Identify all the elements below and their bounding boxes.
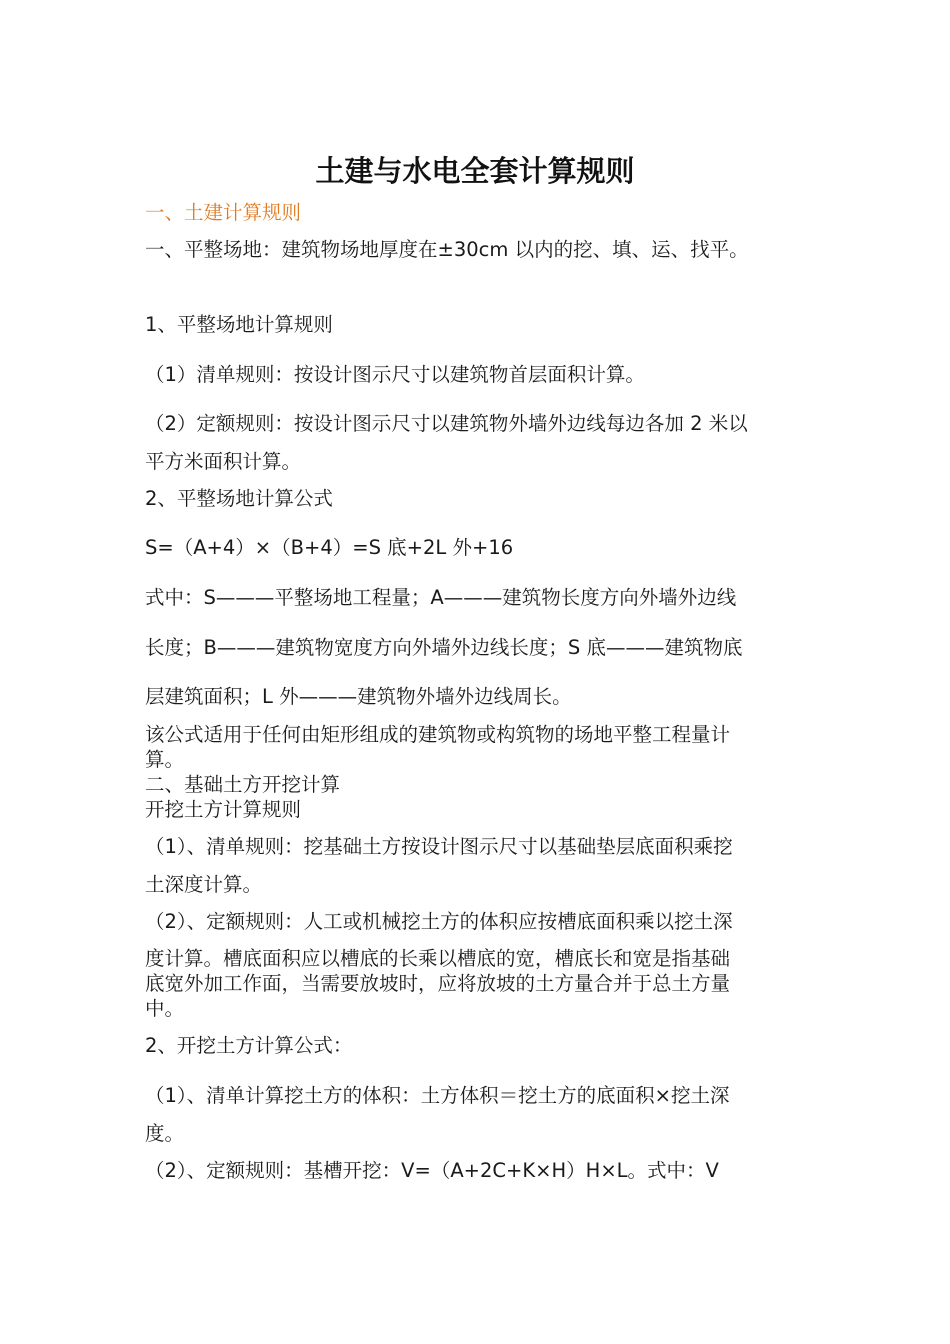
text-line: 底宽外加工作面，当需要放坡时，应将放坡的土方量合并于总土方量 (145, 972, 731, 995)
text-line: 2、开挖土方计算公式： (145, 1034, 353, 1057)
text-line: 开挖土方计算规则 (145, 798, 302, 821)
text-line: 度计算。槽底面积应以槽底的长乘以槽底的宽，槽底长和宽是指基础 (145, 947, 731, 970)
text-line: （2）、定额规则：基槽开挖：V=（A+2C+K×H）H×L。式中：V (145, 1159, 719, 1182)
formula-line: S=（A+4）×（B+4）=S 底+2L 外+16 (145, 536, 514, 559)
text-line: 算。 (145, 748, 185, 771)
text-line: （1）、清单计算挖土方的体积：土方体积＝挖土方的底面积×挖土深 (145, 1084, 730, 1107)
text-line: （1）、清单规则：挖基础土方按设计图示尺寸以基础垫层底面积乘挖 (145, 835, 733, 858)
text-line: 一、平整场地：建筑物场地厚度在±30cm 以内的挖、填、运、找平。 (145, 238, 749, 261)
text-line: 式中：S———平整场地工程量；A———建筑物长度方向外墙外边线 (145, 586, 737, 609)
text-line: 度。 (145, 1122, 185, 1145)
text-line: 2、平整场地计算公式 (145, 487, 333, 510)
document-title: 土建与水电全套计算规则 (315, 154, 635, 189)
section-heading: 一、土建计算规则 (145, 201, 302, 224)
text-line: （1）清单规则：按设计图示尺寸以建筑物首层面积计算。 (145, 363, 645, 386)
text-line: 土深度计算。 (145, 873, 263, 896)
text-line: 1、平整场地计算规则 (145, 313, 333, 336)
text-line: 二、基础土方开挖计算 (145, 773, 341, 796)
text-line: 中。 (145, 997, 185, 1020)
text-line: （2）定额规则：按设计图示尺寸以建筑物外墙外边线每边各加 2 米以 (145, 412, 748, 435)
text-line: 层建筑面积；L 外———建筑物外墙外边线周长。 (145, 685, 572, 708)
text-line: （2）、定额规则：人工或机械挖土方的体积应按槽底面积乘以挖土深 (145, 910, 733, 933)
text-line: 平方米面积计算。 (145, 450, 302, 473)
text-line: 长度；B———建筑物宽度方向外墙外边线长度；S 底———建筑物底 (145, 636, 743, 659)
text-line: 该公式适用于任何由矩形组成的建筑物或构筑物的场地平整工程量计 (145, 723, 731, 746)
